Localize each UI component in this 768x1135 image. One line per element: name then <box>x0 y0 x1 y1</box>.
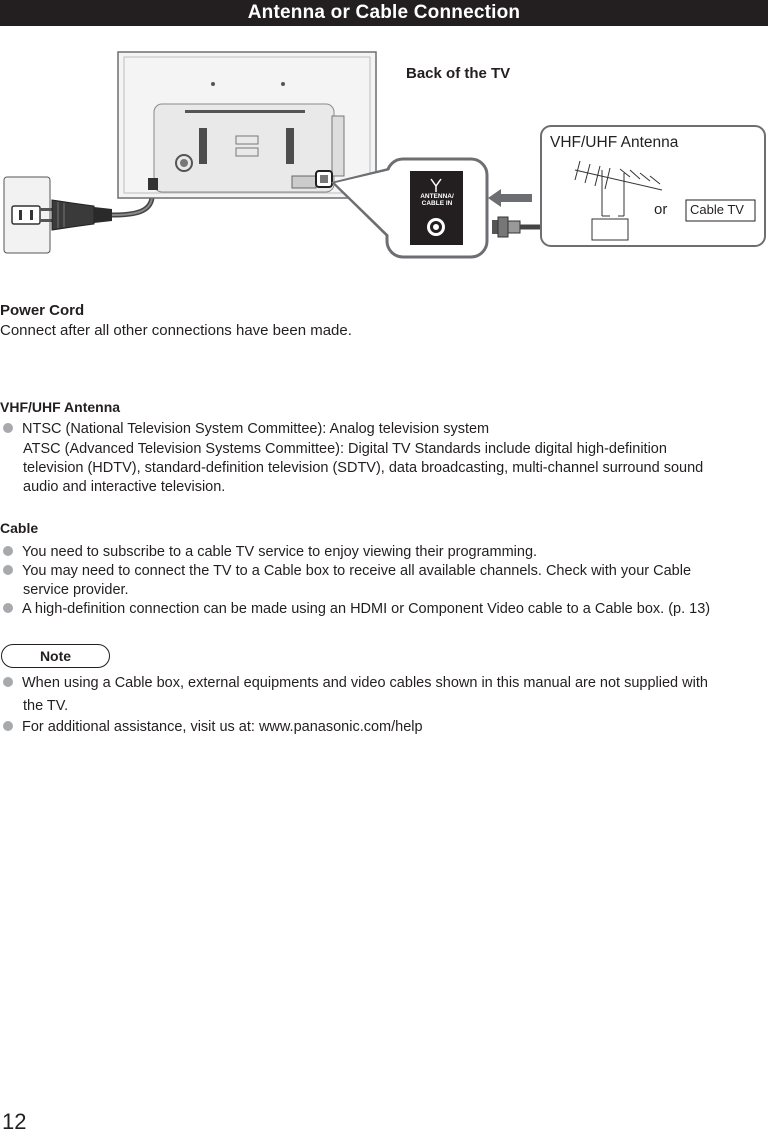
list-item: When using a Cable box, external equipments and video cables shown in this manual are not supplied with <box>3 674 708 693</box>
bullet-icon <box>3 677 13 687</box>
section-title-bar <box>0 0 768 26</box>
arrow-left-icon <box>488 189 532 207</box>
antenna-jack-label: ANTENNA/ CABLE IN <box>420 193 454 207</box>
bullet-icon <box>3 603 13 613</box>
list-item: NTSC (National Television System Committee): Analog television system <box>3 420 489 439</box>
list-item: You may need to connect the TV to a Cable box to receive all available channels. Check with your Cable <box>3 562 691 581</box>
list-item-line: television (HDTV), standard-definition television (SDTV), data broadcasting, multi-channel surround sound <box>23 460 704 476</box>
vhf-section-title: VHF/UHF Antenna <box>0 399 121 415</box>
list-item-line: the TV. <box>23 698 69 714</box>
list-item-line: ATSC (Advanced Television Systems Committee): Digital TV Standards include digital high-definition <box>23 441 667 457</box>
or-label: or <box>654 201 668 218</box>
bullet-icon <box>3 423 13 433</box>
diagram-graphics <box>0 40 768 275</box>
cable-tv-label: Cable TV <box>690 202 744 217</box>
wall-outlet-icon <box>4 177 50 253</box>
antenna-box <box>592 219 628 240</box>
connection-diagram <box>0 40 768 275</box>
page-title: Antenna or Cable Connection <box>247 2 521 23</box>
list-item: A high-definition connection can be made using an HDMI or Component Video cable to a Cable box. (p. 13) <box>3 600 710 619</box>
vhf-antenna-label: VHF/UHF Antenna <box>550 134 679 151</box>
page-number: 12 <box>2 1109 27 1134</box>
bullet-icon <box>3 546 13 556</box>
note-badge: Note <box>1 644 110 668</box>
list-item: For additional assistance, visit us at: www.panasonic.com/help <box>3 718 423 737</box>
power-cord-title: Power Cord <box>0 302 85 319</box>
cable-section-title: Cable <box>0 520 39 536</box>
back-of-tv-label: Back of the TV <box>406 65 511 82</box>
coax-plug-icon <box>492 217 542 237</box>
bullet-icon <box>3 721 13 731</box>
list-item-line: audio and interactive television. <box>23 479 226 495</box>
bullet-icon <box>3 565 13 575</box>
list-item-line: service provider. <box>23 582 129 598</box>
power-cord-text: Connect after all other connections have been made. <box>0 322 352 339</box>
tv-back-icon <box>118 52 376 198</box>
list-item: You need to subscribe to a cable TV service to enjoy viewing their programming. <box>3 543 537 562</box>
